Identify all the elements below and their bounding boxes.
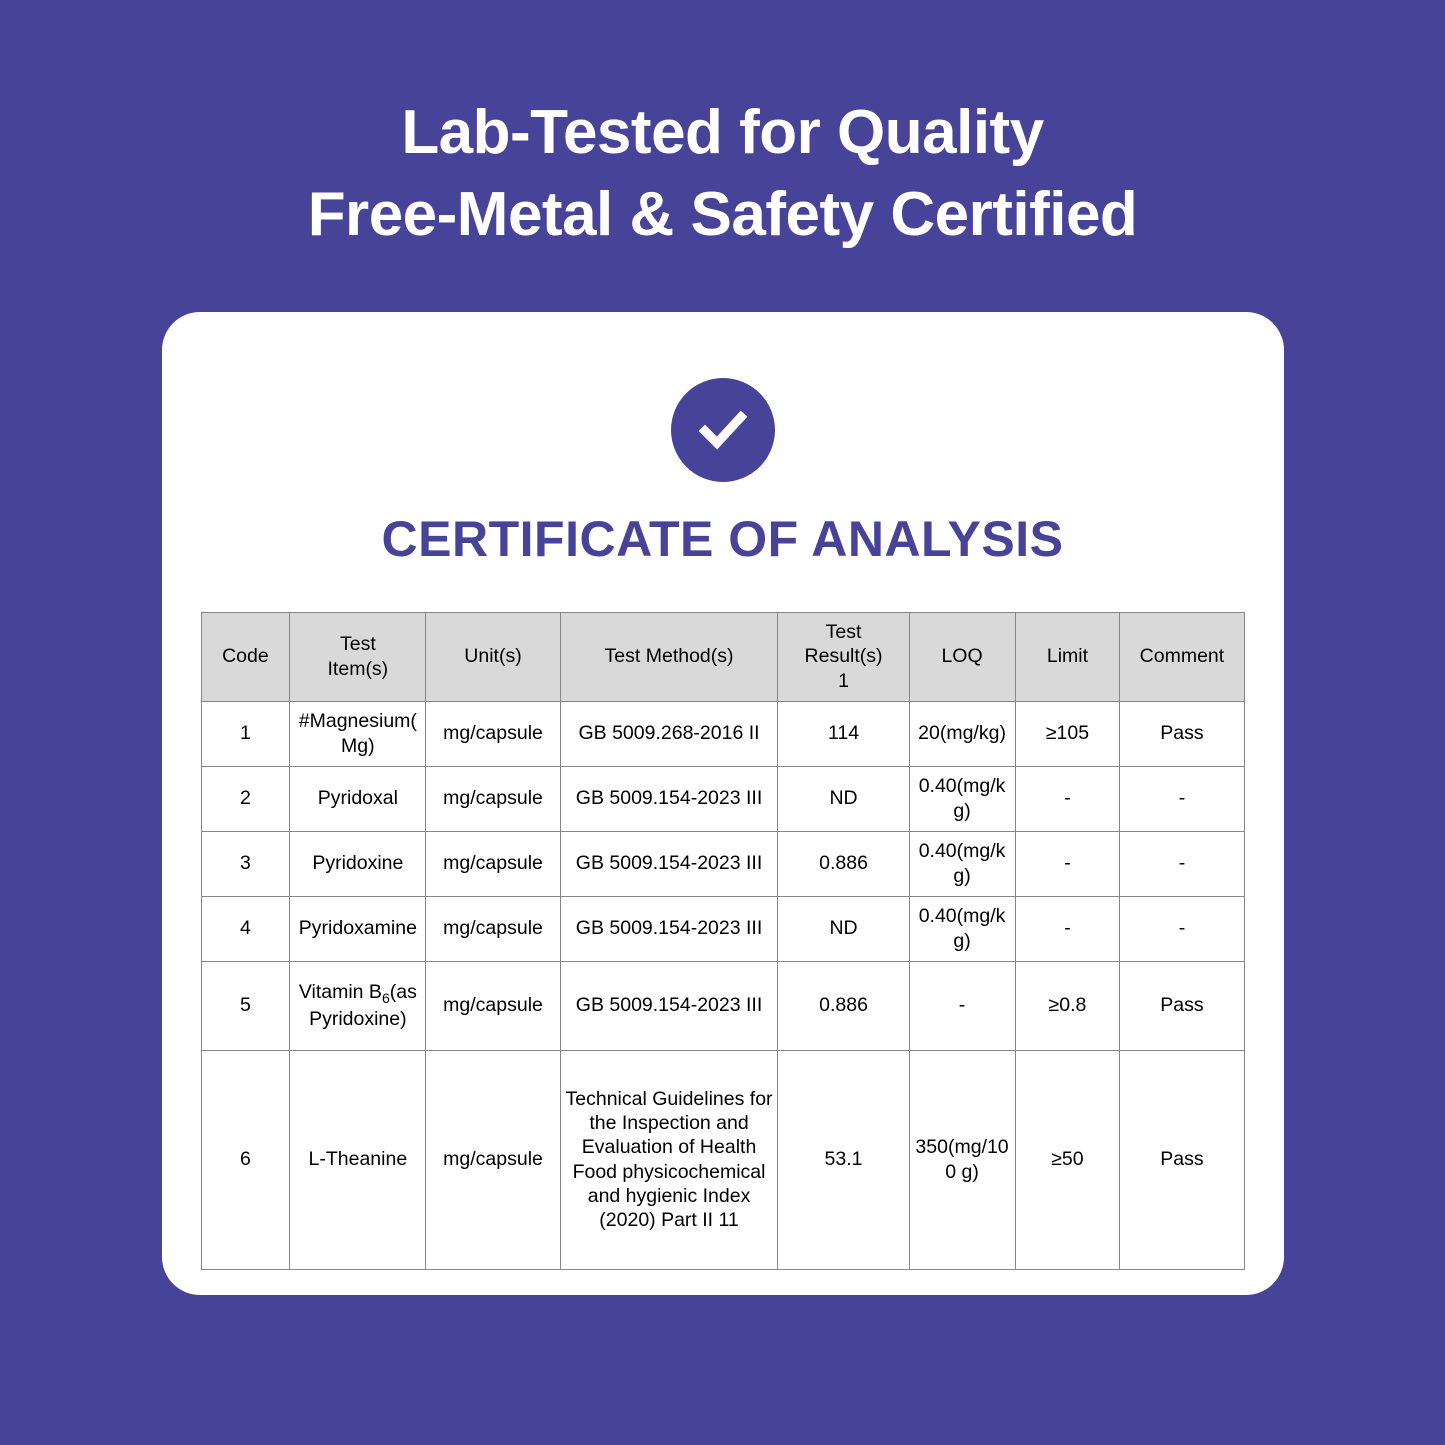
column-header-loq: LOQ [909,612,1015,701]
column-header-code: Code [201,612,290,701]
cell-loq: 0.40(mg/kg) [909,831,1015,896]
cell-comment: Pass [1120,701,1244,766]
cell-limit: - [1015,831,1120,896]
check-circle-icon [671,378,775,482]
cell-limit: ≥0.8 [1015,961,1120,1050]
certificate-card [162,312,1284,1295]
column-header-unit: Unit(s) [426,612,560,701]
cell-test-item: Pyridoxine [290,831,426,896]
cell-result: 0.886 [778,831,909,896]
cell-loq: - [909,961,1015,1050]
cell-limit: ≥50 [1015,1050,1120,1269]
headline-line-1: Lab-Tested for Quality [401,98,1044,167]
cell-code: 4 [201,896,290,961]
column-header-comment: Comment [1120,612,1244,701]
cell-unit: mg/capsule [426,1050,560,1269]
column-header-test-item-line1: Test [339,633,376,656]
cell-loq: 20(mg/kg) [909,701,1015,766]
page-title [103,92,1343,256]
cell-test-item: #Magnesium(Mg) [290,701,426,766]
cell-method: GB 5009.268-2016 II [560,701,778,766]
table-header-row [201,612,1244,701]
cell-code: 5 [201,961,290,1050]
cell-method: Technical Guidelines for the Inspection and Evaluation of Health Food physicochemical and hygienic Index (2020) Part II 11 [560,1050,778,1269]
cell-test-item-prefix: Vitamin B [298,980,382,1003]
cell-unit: mg/capsule [426,961,560,1050]
cell-loq: 350(mg/100 g) [909,1050,1015,1269]
cell-test-item: Pyridoxal [290,766,426,831]
cell-test-item [290,961,426,1050]
cell-test-item-suffix: (as Pyridoxine) [309,980,417,1031]
cell-limit: ≥105 [1015,701,1120,766]
cell-comment: Pass [1120,1050,1244,1269]
cell-comment: Pass [1120,961,1244,1050]
column-header-limit: Limit [1015,612,1120,701]
cell-loq: 0.40(mg/kg) [909,896,1015,961]
cell-result: 0.886 [778,961,909,1050]
column-header-result-line2: Result(s) [804,645,883,668]
cell-test-item: L-Theanine [290,1050,426,1269]
column-header-method: Test Method(s) [560,612,778,701]
cell-method: GB 5009.154-2023 III [560,896,778,961]
cell-unit: mg/capsule [426,766,560,831]
cell-limit: - [1015,766,1120,831]
cell-code: 3 [201,831,290,896]
cell-unit: mg/capsule [426,701,560,766]
cell-unit: mg/capsule [426,831,560,896]
cell-result: 53.1 [778,1050,909,1269]
cell-result: 114 [778,701,909,766]
cell-result: ND [778,766,909,831]
table-row [201,961,1244,1050]
analysis-results-table [201,612,1245,1270]
cell-code: 6 [201,1050,290,1269]
column-header-result-line3: 1 [838,669,849,692]
table-row [201,1050,1244,1269]
cell-comment: - [1120,766,1244,831]
column-header-result [778,612,909,701]
cell-comment: - [1120,896,1244,961]
cell-limit: - [1015,896,1120,961]
cell-result: ND [778,896,909,961]
coa-heading: CERTIFICATE OF ANALYSIS [381,510,1064,567]
cell-comment: - [1120,831,1244,896]
cell-test-item: Pyridoxamine [290,896,426,961]
cell-unit: mg/capsule [426,896,560,961]
table-row [201,896,1244,961]
cell-method: GB 5009.154-2023 III [560,831,778,896]
cell-method: GB 5009.154-2023 III [560,766,778,831]
column-header-test-item [290,612,426,701]
column-header-result-line1: Test [825,621,862,644]
cell-method: GB 5009.154-2023 III [560,961,778,1050]
table-row [201,831,1244,896]
cell-test-item-subscript: 6 [381,989,390,1006]
cell-code: 2 [201,766,290,831]
table-row [201,701,1244,766]
column-header-test-item-line2: Item(s) [327,657,389,680]
table-row [201,766,1244,831]
cell-code: 1 [201,701,290,766]
headline-line-2: Free-Metal & Safety Certified [307,179,1138,249]
cell-loq: 0.40(mg/kg) [909,766,1015,831]
